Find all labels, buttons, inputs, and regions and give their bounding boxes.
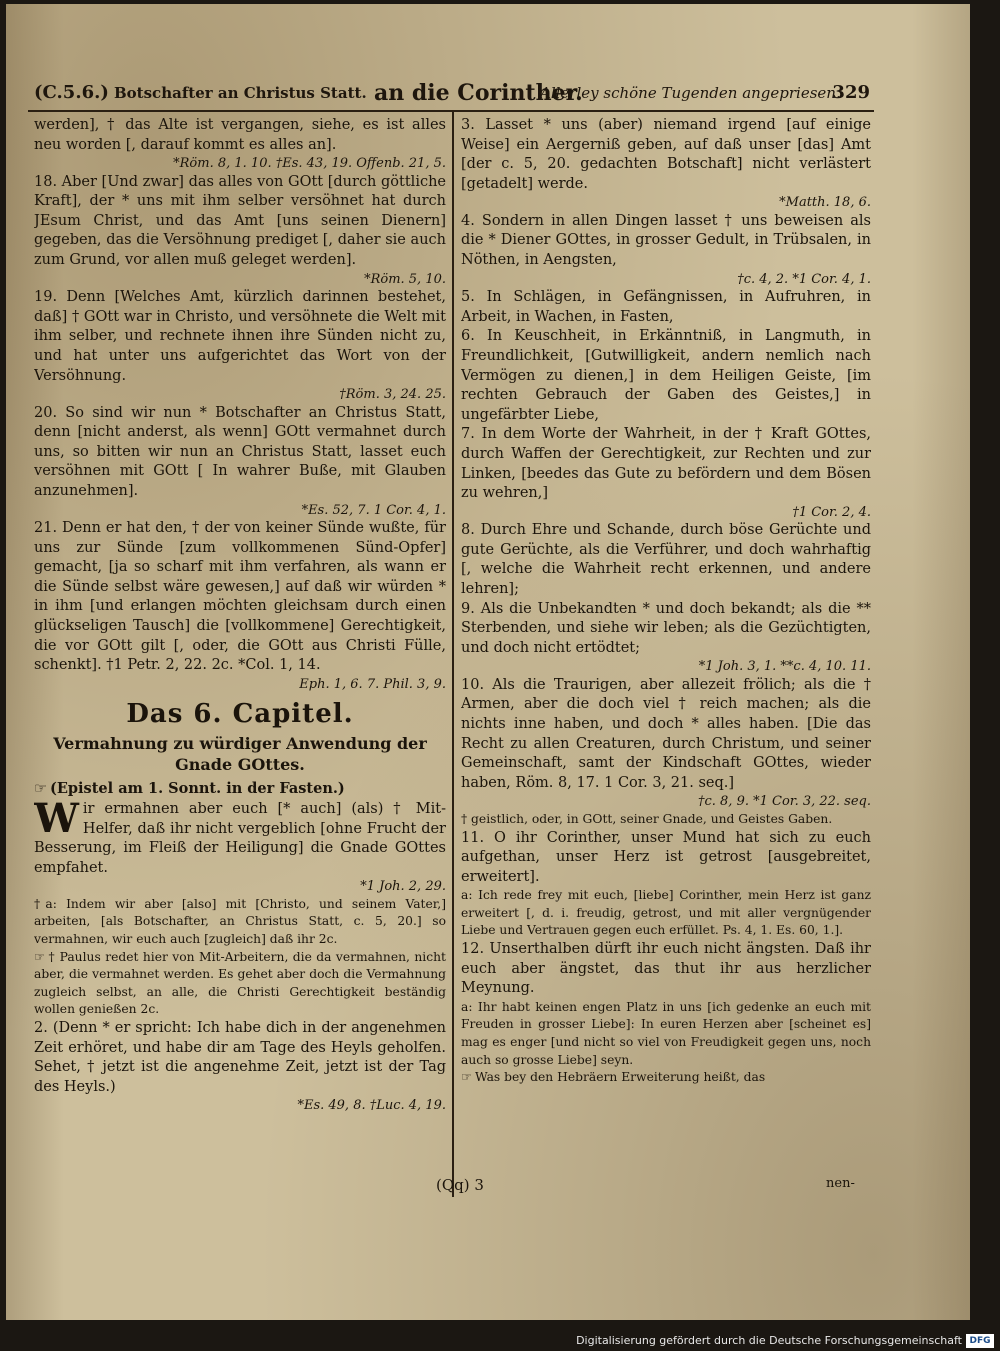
cross-reference: †c. 4, 2. *1 Cor. 4, 1. <box>737 271 871 287</box>
verse-text: 12. Unserthalben dürft ihr euch nicht ängsten. Daß ihr euch aber ängstet, das thut ihr aus herzlicher Meynung. <box>461 941 871 997</box>
running-head <box>34 76 870 110</box>
book-page <box>6 4 970 1320</box>
cross-reference: *1 Joh. 3, 1. **c. 4, 10. 11. <box>698 659 871 675</box>
annotation-paulus-text: † Paulus redet hier von Mit-Arbeitern, die da vermahnen, nicht aber, die vermahnet werden. Es gehet aber doch die Vermahnung zugleich selbst, an alle, die Christi Gerechtigkeit beständig wollen genießen 2c. <box>34 949 446 1017</box>
left-column <box>34 116 446 1196</box>
verse-text: 9. Als die Unbekandten * und doch bekandt; als die ** Sterbenden, und siehe wir leben; als die Gezüchtigten, und doch nicht ertödtet; <box>461 600 871 656</box>
verse-text: werden], † das Alte ist vergangen, siehe, es ist alles neu worden [, darauf kommt es alles an]. <box>34 117 446 153</box>
column-divider <box>452 112 454 1197</box>
pointing-hand-icon: ☞ <box>34 949 46 964</box>
pointing-hand-icon: ☞ <box>461 1070 473 1085</box>
signature-mark: (Qq) 3 <box>436 1176 484 1194</box>
cross-reference: Eph. 1, 6. 7. Phil. 3, 9. <box>299 676 446 692</box>
cross-reference: *Es. 52, 7. 1 Cor. 4, 1. <box>301 502 446 518</box>
drop-cap: W <box>34 794 79 842</box>
page-footer <box>436 1176 855 1194</box>
annotation: † geistlich, oder, in GOtt, seiner Gnade, und Geistes Gaben. <box>461 811 833 826</box>
pointing-hand-icon: ☞ <box>34 781 47 798</box>
cross-reference: *Röm. 5, 10. <box>364 271 446 287</box>
header-rule <box>28 110 874 112</box>
annotation: a: Ihr habt keinen engen Platz in uns [ich gedenke an euch mit Freuden in grosser Liebe]: In euren Herzen aber [scheinet es] mag es enger [und nicht so viel von Freudigkeit gegen uns, noch auch so grosse Liebe] seyn. <box>461 999 871 1067</box>
cross-reference: *1 Joh. 2, 29. <box>360 879 446 895</box>
running-head-center: an die Corinther. <box>374 80 583 106</box>
annotation-hebrew-text: Was bey den Hebräern Erweiterung heißt, das <box>475 1070 766 1085</box>
verse-text: 7. In dem Worte der Wahrheit, in der † Kraft GOttes, durch Waffen der Gerechtigkeit, zur Rechten und zur Linken, [beedes das Gute zu befördern und dem Bösen zu wehren,] <box>461 426 871 502</box>
verse-text: 5. In Schlägen, in Gefängnissen, in Aufruhren, in Arbeit, in Wachen, in Fasten, <box>461 289 871 325</box>
verse-text: 8. Durch Ehre und Schande, durch böse Gerüchte und gute Gerüchte, als die Verführer, und doch wahrhaftig [, welche die Wahrheit recht erkennen, und andere lehren]; <box>461 522 871 597</box>
verse-1 <box>34 794 446 878</box>
annotation-hebrew <box>461 1069 871 1087</box>
verse-text: 21. Denn er hat den, † der von keiner Sünde wußte, für uns zur Sünde [zum vollkommenen Sünd-Opfer] gemacht, [ja so scharf mit ihm verfahren, als wann er die Sünde selbst wäre gewesen,] auf daß wir würden * in ihm [und erlangen möchten gleichsam durch einen glückseligen Tausch] die [vollkommene] Gerechtigkeit, die vor GOtt gilt [, oder, die GOtt aus Christi Fülle, schenkt]. †1 Petr. 2, 22. 2c. *Col. 1, 14. <box>34 520 446 674</box>
verse-text: 4. Sondern in allen Dingen lasset † uns beweisen als die * Diener GOttes, in grosser Gedult, in Trübsalen, in Nöthen, in Aengsten, <box>461 212 871 269</box>
cross-reference: *Es. 49, 8. †Luc. 4, 19. <box>297 1098 446 1114</box>
cross-reference: *Matth. 18, 6. <box>779 195 871 211</box>
epistle-label: (Epistel am 1. Sonnt. in der Fasten.) <box>50 780 345 798</box>
verse-text: 20. So sind wir nun * Botschafter an Christus Statt, denn [nicht anderst, als wenn] GOtt vermahnet durch uns, so bitten wir nun an Christus Statt, lasset euch versöhnen mit GOtt [ In wahrer Buße, mit Glauben anzunehmen]. <box>34 404 446 499</box>
cross-reference: †c. 8, 9. *1 Cor. 3, 22. seq. <box>697 794 871 810</box>
right-column <box>461 116 871 1196</box>
annotation: a: Ich rede frey mit euch, [liebe] Corinther, mein Herz ist ganz erweitert [, d. i. freudig, getrost, und mit aller vergnügender Liebe und Vertrauen gegen euch erfüllet. Ps. 4, 1. Es. 60, 1.]. <box>461 888 871 938</box>
catchword: nen- <box>826 1176 855 1191</box>
cross-reference: †1 Cor. 2, 4. <box>792 504 871 520</box>
verse-text: 6. In Keuschheit, in Erkänntniß, in Langmuth, in Freundlichkeit, [Gutwilligkeit, andern nemlich nach Vermögen zu dienen,] in dem Heiligen Geiste, [im rechten Gebrauch der Gaben des Geistes,] in ungefärbter Liebe, <box>461 328 871 423</box>
verse-1-text: ir ermahnen aber euch [* auch] (als) † Mit-Helfer, daß ihr nicht vergeblich [ohne Frucht der Besserung, im Fleiß der Heiligung] die Gnade GOttes empfahet. <box>34 800 446 876</box>
verse-text: 18. Aber [Und zwar] das alles von GOtt [durch göttliche Kraft], der * uns mit ihm selber versöhnet hat durch JEsum Christ, und das Amt [uns seinen Dienern] gegeben, das die Versöhnung prediget [, daher sie auch zum Grund, vor allen muß geleget werden]. <box>34 173 446 269</box>
annotation-paulus <box>34 949 446 1019</box>
page-number: 329 <box>832 82 870 103</box>
verse-text: 3. Lasset * uns (aber) niemand irgend [auf einige Weise] ein Aergerniß geben, auf daß unser [das] Amt [der c. 5, 20. gedachten Botschaft] nicht verlästert [getadelt] werde. <box>461 117 871 192</box>
chapter-subtitle: Vermahnung zu würdiger Anwendung der Gnade GOttes. <box>53 734 427 775</box>
running-head-chapter-ref: (C.5.6.) <box>34 82 109 103</box>
running-head-right: Allerley schöne Tugenden angepriesen. <box>540 84 841 102</box>
cross-reference: *Röm. 8, 1. 10. †Es. 43, 19. Offenb. 21, 5. <box>173 156 446 172</box>
epistle-note <box>34 779 446 800</box>
verse-2: 2. (Denn * er spricht: Ich habe dich in der angenehmen Zeit erhöret, und habe dir am Tage des Heyls geholfen. Sehet, † jetzt ist die angenehme Zeit, jetzt ist der Tag des Heyls.) <box>34 1019 446 1095</box>
chapter-title: Das 6. Capitel. <box>126 699 354 730</box>
verse-text: 19. Denn [Welches Amt, kürzlich darinnen bestehet, daß] † GOtt war in Christo, und versöhnete die Welt mit ihm selber, und rechnete ihnen ihre Sünden nicht zu, und hat unter uns aufgerichtet das Wort von der Versöhnung. <box>34 289 446 384</box>
verse-text: 10. Als die Traurigen, aber allezeit frölich; als die † Armen, aber die doch viel † reich machen; als die nichts inne haben, und doch * alles haben. [Die das Recht zu allen Creaturen, durch Christum, und seiner Gemeinschaft, samt der Kindschaft GOttes, wieder haben, Röm. 8, 17. 1 Cor. 3, 21. seq.] <box>461 676 871 791</box>
annotation-a: †a: Indem wir aber [also] mit [Christo, und seinem Vater,] arbeiten, [als Botschafter, an Christus Statt, c. 5, 20.] so vermahnen, wir euch auch [zugleich] daß ihr 2c. <box>34 896 446 946</box>
digitization-credit: Digitalisierung gefördert durch die Deutsche Forschungsgemeinschaft <box>576 1334 962 1347</box>
dfg-logo: DFG <box>966 1334 994 1348</box>
verse-text: 11. O ihr Corinther, unser Mund hat sich zu euch aufgethan, unser Herz ist getrost [ausgebreitet, erweitert]. <box>461 829 871 885</box>
cross-reference: †Röm. 3, 24. 25. <box>339 387 446 403</box>
running-head-left: Botschafter an Christus Statt. <box>114 84 367 102</box>
